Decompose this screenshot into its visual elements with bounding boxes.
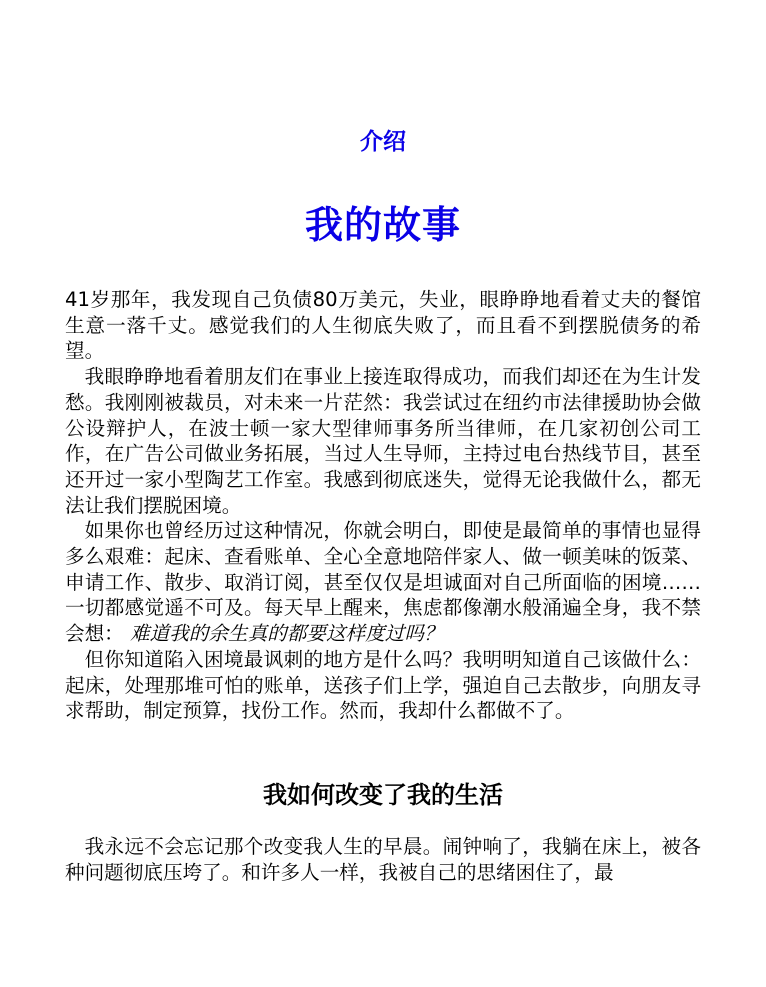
section-intro-body (65, 287, 701, 724)
paragraph: 我眼睁睁地看着朋友们在事业上接连取得成功，而我们却还在为生计发愁。我刚刚被裁员，对未来一片茫然：我尝试过在纽约市法律援助协会做公设辩护人，在波士顿一家大型律师事务所当律师，在几家初创公司工作，在广告公司做业务拓展，当过人生导师，主持过电台热线节目，甚至还开过一家小型陶艺工作室。我感到彻底迷失，觉得无论我做什么，都无法让我们摆脱困境。 (65, 365, 701, 517)
section-change-body (65, 834, 701, 885)
paragraph (65, 518, 701, 647)
section-heading: 我如何改变了我的生活 (263, 781, 503, 809)
paragraph-text: 如果你也曾经历过这种情况，你就会明白，即使是最简单的事情也显得多么艰难：起床、查看账单、全心全意地陪伴家人、做一顿美味的饭菜、申请工作、散步、取消订阅，甚至仅仅是坦诚面对自己所面临的困境……一切都感觉遥不可及。每天早上醒来，焦虑都像潮水般涌遍全身，我不禁会想： (65, 519, 701, 646)
italic-quote: 难道我的余生真的都要这样度过吗？ (130, 622, 444, 646)
paragraph: 我永远不会忘记那个改变我人生的早晨。闹钟响了，我躺在床上，被各种问题彻底压垮了。和许多人一样，我被自己的思绪困住了，最 (65, 835, 701, 884)
paragraph: 41岁那年，我发现自己负债80万美元，失业，眼睁睁地看着丈夫的餐馆生意一落千丈。感觉我们的人生彻底失败了，而且看不到摆脱债务的希望。 (65, 288, 701, 363)
chapter-title: 我的故事 (304, 203, 461, 247)
chapter-kicker: 介绍 (360, 129, 406, 155)
paragraph: 但你知道陷入困境最讽刺的地方是什么吗？我明明知道自己该做什么：起床，处理那堆可怕的账单，送孩子们上学，强迫自己去散步，向朋友寻求帮助，制定预算，找份工作。然而，我却什么都做不了。 (65, 647, 701, 723)
